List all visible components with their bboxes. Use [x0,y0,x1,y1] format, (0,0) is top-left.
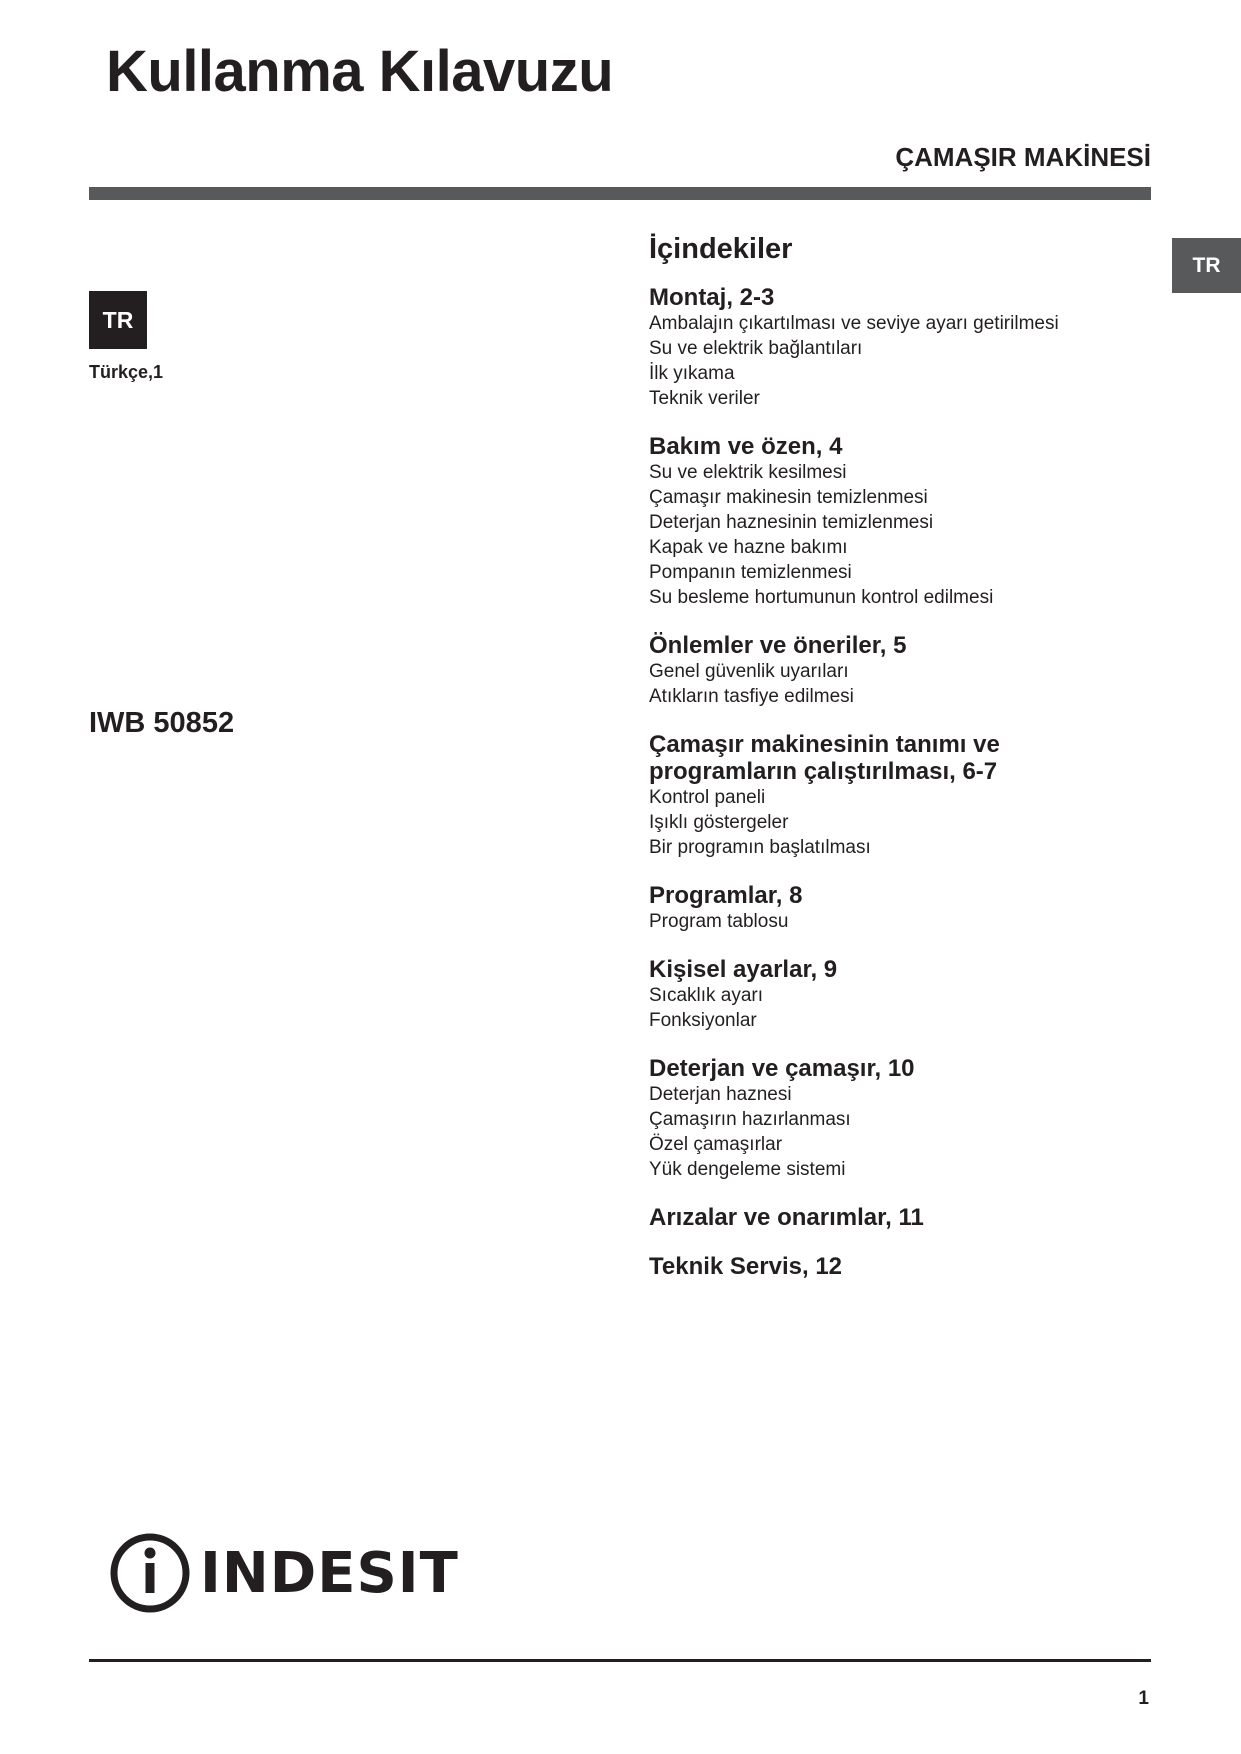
toc-section-deterjan [649,1055,1149,1182]
toc-section-bakim [649,433,1149,610]
toc-item[interactable]: Genel güvenlik uyarıları [649,660,849,682]
footer-divider [89,1659,1151,1662]
language-badge[interactable]: TR [89,291,147,349]
toc-item[interactable]: Çamaşır makinesin temizlenmesi [649,486,928,508]
toc-section-title[interactable]: Arızalar ve onarımlar, 11 [649,1203,924,1231]
toc-section-tanim [649,731,1149,860]
toc-section-title-line[interactable]: programların çalıştırılması, 6-7 [649,757,998,785]
language-link[interactable]: Türkçe,1 [89,362,164,382]
header-divider [89,187,1151,200]
table-of-contents [649,232,1149,1302]
toc-item[interactable]: Ambalajın çıkartılması ve seviye ayarı getirilmesi [649,312,1059,334]
toc-section-title[interactable]: Deterjan ve çamaşır, 10 [649,1054,915,1082]
indesit-logo [108,1531,459,1615]
toc-section-title-line[interactable]: Çamaşır makinesinin tanımı ve [649,730,1000,758]
toc-item[interactable]: Su besleme hortumunun kontrol edilmesi [649,586,994,608]
toc-item[interactable]: Atıkların tasfiye edilmesi [649,685,854,707]
toc-section-montaj [649,284,1149,411]
toc-section-title[interactable]: Kişisel ayarlar, 9 [649,955,838,983]
toc-section-title[interactable]: Programlar, 8 [649,881,803,909]
toc-item[interactable]: Fonksiyonlar [649,1009,757,1031]
language-side-tab[interactable]: TR [1172,238,1241,293]
toc-section-onlemler [649,632,1149,709]
toc-item[interactable]: Işıklı göstergeler [649,811,789,833]
toc-item[interactable]: Deterjan haznesinin temizlenmesi [649,511,934,533]
toc-heading: İçindekiler [649,233,793,265]
toc-item[interactable]: Özel çamaşırlar [649,1133,783,1155]
document-title: Kullanma Kılavuzu [106,39,614,104]
toc-section-servis [649,1253,1149,1280]
toc-section-programlar [649,882,1149,934]
toc-item[interactable]: Çamaşırın hazırlanması [649,1108,851,1130]
toc-section-title[interactable]: Teknik Servis, 12 [649,1252,843,1280]
toc-item[interactable]: Yük dengeleme sistemi [649,1158,846,1180]
toc-item[interactable]: Bir programın başlatılması [649,836,871,858]
toc-item[interactable]: Su ve elektrik bağlantıları [649,337,863,359]
toc-item[interactable]: İlk yıkama [649,362,735,384]
toc-item[interactable]: Deterjan haznesi [649,1083,792,1105]
toc-item[interactable]: Program tablosu [649,910,789,932]
toc-item[interactable]: Pompanın temizlenmesi [649,561,852,583]
indesit-logo-icon [108,1531,192,1615]
toc-section-title[interactable]: Önlemler ve öneriler, 5 [649,631,907,659]
toc-section-arizalar [649,1204,1149,1231]
toc-section-title[interactable]: Montaj, 2-3 [649,283,775,311]
toc-section-kisisel [649,956,1149,1033]
page-number: 1 [1138,1688,1149,1709]
toc-item[interactable]: Kontrol paneli [649,786,766,808]
toc-section-title[interactable]: Bakım ve özen, 4 [649,432,843,460]
toc-item[interactable]: Sıcaklık ayarı [649,984,764,1006]
toc-item[interactable]: Su ve elektrik kesilmesi [649,461,847,483]
model-number: IWB 50852 [89,707,235,739]
toc-item[interactable]: Teknik veriler [649,387,760,409]
toc-item[interactable]: Kapak ve hazne bakımı [649,536,848,558]
indesit-logo-text: INDESIT [200,1540,459,1606]
product-type: ÇAMAŞIR MAKİNESİ [895,142,1151,172]
